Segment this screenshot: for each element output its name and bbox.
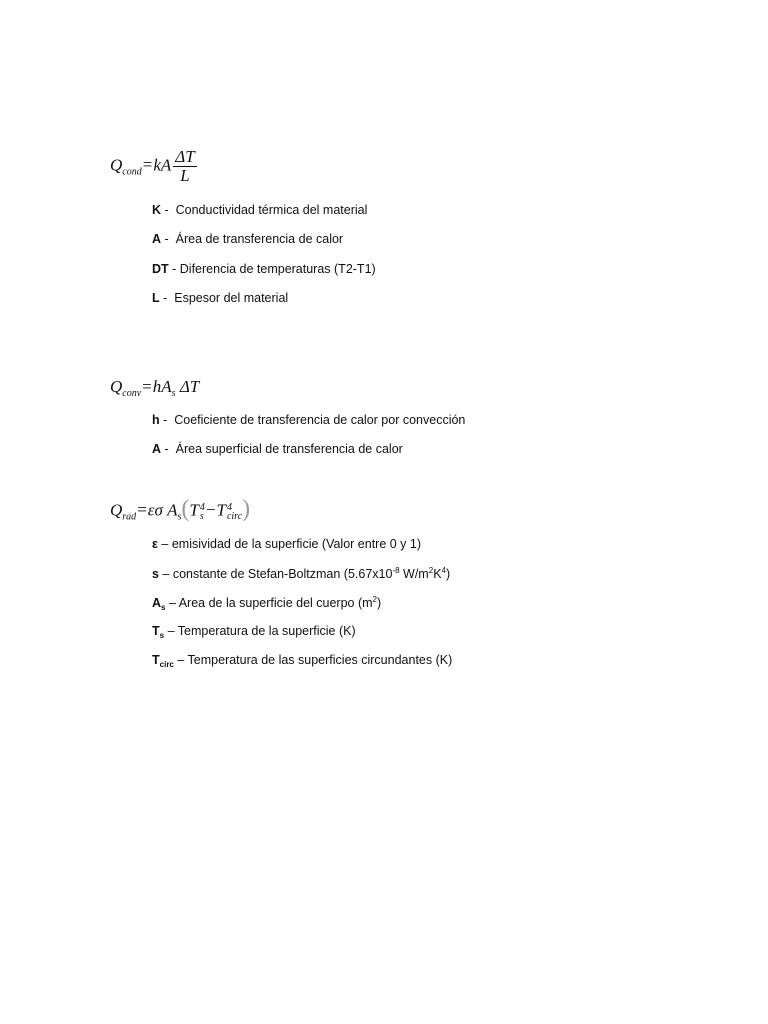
- formula-equals: =: [137, 500, 147, 520]
- definition-text: Diferencia de temperaturas (T2-T1): [179, 262, 376, 276]
- definition-symbol: T: [152, 653, 160, 667]
- formula-t-circ: T: [216, 500, 226, 520]
- formula-a-subscript: s: [171, 388, 176, 399]
- formula-minus: −: [205, 500, 216, 520]
- symbol-subscript: s: [161, 603, 166, 612]
- symbol-subscript: circ: [159, 660, 174, 669]
- definition-separator: -: [161, 203, 176, 217]
- definition-symbol: A: [152, 442, 162, 456]
- radiation-definition: [152, 595, 381, 612]
- definition-text: ): [377, 596, 382, 610]
- definition-text: – constante de Stefan-Boltzman (5.67x10: [158, 567, 393, 581]
- radiation-definition: [152, 653, 452, 669]
- formula-ka: kA: [153, 155, 172, 175]
- convection-definition: [152, 442, 403, 456]
- exponent: 2: [372, 595, 377, 604]
- radiation-definition: [152, 624, 356, 640]
- subscript-s: s: [199, 510, 204, 522]
- definition-separator: -: [161, 232, 176, 246]
- definition-text: W/m: [399, 567, 429, 581]
- formula-q-subscript: conv: [122, 388, 142, 399]
- convection-definition: [152, 413, 465, 427]
- definition-symbol: K: [152, 203, 162, 217]
- definition-symbol: A: [152, 596, 162, 610]
- formula-t-surface: T: [189, 500, 199, 520]
- conduction-definition: [152, 262, 376, 276]
- formula-delta-t: ΔT: [179, 377, 200, 396]
- definition-separator: -: [161, 442, 176, 456]
- formula-a-subscript: s: [177, 511, 182, 523]
- definition-text: Área superficial de transferencia de calor: [175, 442, 403, 456]
- formula-equals: =: [142, 155, 153, 175]
- fraction-denominator: L: [180, 166, 190, 185]
- definition-separator: -: [159, 291, 175, 305]
- definition-symbol: DT: [152, 262, 169, 276]
- formula-left-paren: (: [181, 496, 190, 522]
- definition-text: Conductividad térmica del material: [175, 203, 368, 217]
- formula-q-subscript: cond: [122, 166, 142, 178]
- convection-formula: [110, 377, 199, 399]
- definition-text: – Temperatura de las superficies circundantes (K): [173, 653, 453, 667]
- definition-separator: -: [168, 262, 180, 276]
- definition-symbol: A: [152, 232, 162, 246]
- superscript-4: 4: [199, 501, 205, 513]
- definition-symbol: T: [152, 624, 160, 638]
- radiation-formula: [110, 498, 250, 525]
- formula-q-subscript: rad: [122, 511, 137, 523]
- definition-text: – emisividad de la superficie (Valor entre 0 y 1): [157, 537, 422, 551]
- formula-ha: hA: [152, 377, 172, 396]
- definition-symbol: L: [152, 291, 160, 305]
- definition-text: Coeficiente de transferencia de calor por convección: [174, 413, 466, 427]
- definition-text: ): [445, 567, 451, 581]
- conduction-formula: [110, 148, 197, 185]
- exponent: 4: [441, 566, 446, 575]
- conduction-definition: [152, 232, 343, 246]
- superscript-4: 4: [226, 501, 232, 513]
- definition-text: Área de transferencia de calor: [175, 232, 344, 246]
- fraction-numerator: ΔT: [175, 147, 195, 166]
- formula-t-circ-scripts: [227, 503, 242, 521]
- formula-right-paren: ): [242, 496, 251, 522]
- radiation-definition: [152, 566, 450, 581]
- conduction-definition: [152, 291, 288, 305]
- exponent: 2: [428, 566, 434, 575]
- definition-symbol: ε: [152, 537, 158, 551]
- formula-a: A: [167, 500, 178, 520]
- symbol-subscript: s: [159, 631, 165, 640]
- definition-text: – Temperatura de la superficie (K): [164, 624, 356, 638]
- definition-symbol: h: [152, 413, 160, 427]
- definition-text: – Area de la superficie del cuerpo (m: [165, 596, 373, 610]
- radiation-definition: [152, 537, 421, 551]
- formula-q: Q: [110, 500, 123, 520]
- definition-symbol: s: [152, 567, 159, 581]
- formula-equals: =: [142, 377, 152, 396]
- formula-epsilon-sigma: εσ: [147, 500, 163, 520]
- conduction-definition: [152, 203, 367, 217]
- formula-q: Q: [110, 377, 123, 396]
- formula-q: Q: [110, 155, 123, 175]
- subscript-circ: circ: [226, 510, 243, 522]
- definition-separator: -: [159, 413, 175, 427]
- definition-text: K: [433, 567, 442, 581]
- definition-text: Espesor del material: [174, 291, 289, 305]
- formula-fraction: [173, 148, 196, 185]
- exponent: -8: [392, 566, 400, 575]
